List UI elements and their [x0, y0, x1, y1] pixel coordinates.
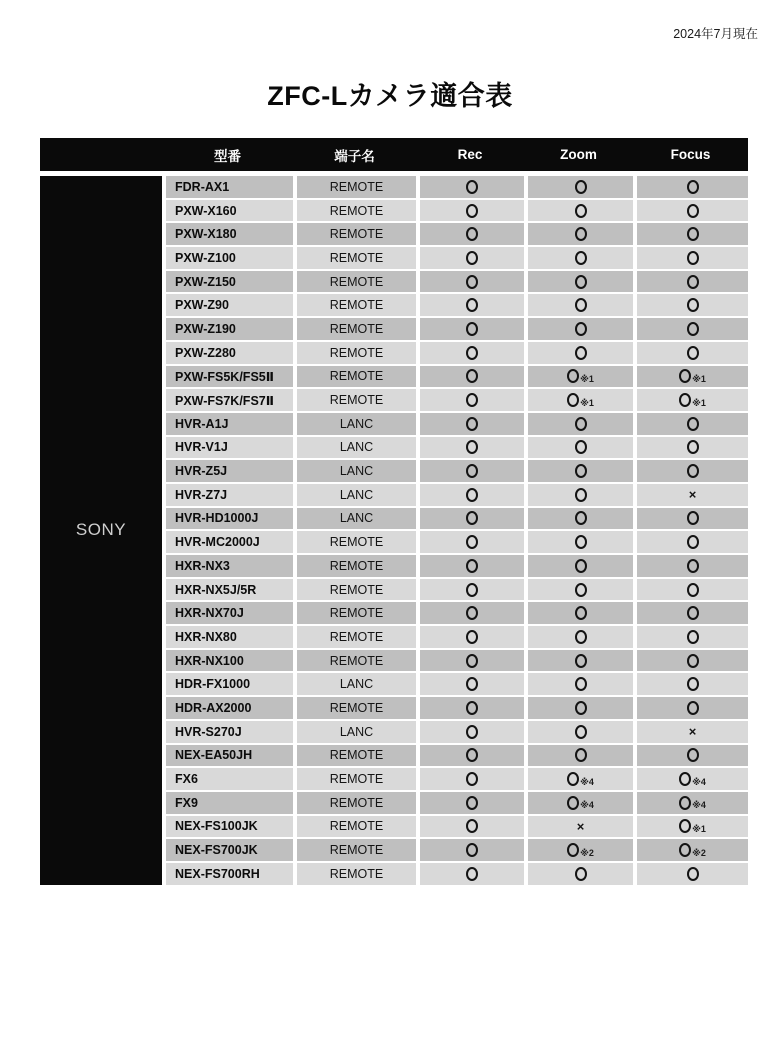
- zoom-mark-cell: [528, 555, 633, 577]
- supported-circle-mark: [687, 227, 699, 241]
- supported-circle-mark: [575, 275, 587, 289]
- zoom-mark-cell: [528, 768, 633, 790]
- not-supported-x-mark: ×: [688, 724, 697, 740]
- rec-mark-cell: [420, 318, 524, 340]
- rec-mark-cell: [420, 839, 524, 861]
- header-zoom: Zoom: [560, 147, 597, 162]
- supported-circle-mark: [575, 322, 587, 336]
- supported-circle-mark: [687, 606, 699, 620]
- terminal-cell: REMOTE: [297, 366, 416, 388]
- supported-circle-mark: [466, 725, 478, 739]
- zoom-mark-cell: [528, 508, 633, 530]
- header-focus: Focus: [670, 147, 711, 162]
- model-cell: HVR-Z5J: [166, 460, 293, 482]
- terminal-cell: REMOTE: [297, 697, 416, 719]
- focus-mark-cell: [637, 318, 748, 340]
- supported-circle-mark: [466, 748, 478, 762]
- rec-mark-cell: [420, 247, 524, 269]
- zoom-mark-cell: [528, 531, 633, 553]
- rec-mark-cell: [420, 366, 524, 388]
- zoom-mark-cell: [528, 366, 633, 388]
- footnote-reference: ※2: [692, 847, 706, 858]
- zoom-mark-cell: [528, 626, 633, 648]
- rec-mark-cell: [420, 626, 524, 648]
- supported-circle-mark: [687, 298, 699, 312]
- supported-circle-mark: [575, 417, 587, 431]
- focus-mark-cell: [637, 342, 748, 364]
- supported-circle-mark: [687, 417, 699, 431]
- supported-circle-mark: [466, 630, 478, 644]
- supported-circle-mark: [687, 535, 699, 549]
- zoom-mark-cell: [528, 579, 633, 601]
- footnote-reference: ※4: [580, 776, 594, 787]
- model-cell: HVR-S270J: [166, 721, 293, 743]
- rec-mark-cell: [420, 271, 524, 293]
- focus-mark-cell: [637, 223, 748, 245]
- model-cell: PXW-Z280: [166, 342, 293, 364]
- supported-circle-mark: [466, 488, 478, 502]
- supported-circle-mark: [687, 677, 699, 691]
- supported-circle-mark: [687, 440, 699, 454]
- supported-circle-mark: [466, 227, 478, 241]
- supported-circle-mark: [575, 559, 587, 573]
- supported-circle-mark: [575, 867, 587, 881]
- supported-circle-mark: [466, 559, 478, 573]
- rec-mark-cell: [420, 602, 524, 624]
- footnote-reference: ※1: [580, 373, 594, 384]
- supported-circle-mark: [466, 204, 478, 218]
- terminal-cell: REMOTE: [297, 650, 416, 672]
- model-cell: NEX-EA50JH: [166, 745, 293, 767]
- zoom-mark-cell: [528, 342, 633, 364]
- model-cell: HXR-NX3: [166, 555, 293, 577]
- model-cell: HDR-AX2000: [166, 697, 293, 719]
- model-cell: PXW-Z90: [166, 294, 293, 316]
- supported-circle-mark: [575, 346, 587, 360]
- zoom-mark-cell: [528, 389, 633, 411]
- header-model: 型番: [214, 148, 241, 164]
- focus-mark-cell: [637, 247, 748, 269]
- model-cell: FDR-AX1: [166, 176, 293, 198]
- focus-mark-cell: [637, 650, 748, 672]
- supported-circle-mark: [466, 417, 478, 431]
- terminal-cell: REMOTE: [297, 792, 416, 814]
- supported-circle-mark: [575, 440, 587, 454]
- rec-mark-cell: [420, 579, 524, 601]
- focus-mark-cell: [637, 863, 748, 885]
- zoom-mark-cell: [528, 176, 633, 198]
- supported-circle-mark: [679, 819, 691, 833]
- date-note: 2024年7月現在: [673, 27, 758, 41]
- header-rec: Rec: [457, 147, 483, 162]
- focus-mark-cell: [637, 176, 748, 198]
- supported-circle-mark: [575, 606, 587, 620]
- zoom-mark-cell: [528, 816, 633, 838]
- terminal-cell: REMOTE: [297, 745, 416, 767]
- terminal-cell: LANC: [297, 508, 416, 530]
- terminal-cell: REMOTE: [297, 223, 416, 245]
- supported-circle-mark: [466, 251, 478, 265]
- rec-mark-cell: [420, 342, 524, 364]
- terminal-cell: REMOTE: [297, 294, 416, 316]
- terminal-cell: REMOTE: [297, 863, 416, 885]
- footnote-reference: ※4: [692, 800, 706, 811]
- terminal-cell: REMOTE: [297, 626, 416, 648]
- zoom-mark-cell: [528, 721, 633, 743]
- model-cell: HVR-A1J: [166, 413, 293, 435]
- supported-circle-mark: [567, 796, 579, 810]
- footnote-reference: ※1: [692, 373, 706, 384]
- supported-circle-mark: [687, 654, 699, 668]
- rec-mark-cell: [420, 508, 524, 530]
- rec-mark-cell: [420, 555, 524, 577]
- rec-mark-cell: [420, 294, 524, 316]
- terminal-cell: LANC: [297, 673, 416, 695]
- supported-circle-mark: [567, 393, 579, 407]
- rec-mark-cell: [420, 792, 524, 814]
- supported-circle-mark: [679, 843, 691, 857]
- terminal-cell: LANC: [297, 484, 416, 506]
- model-cell: HVR-MC2000J: [166, 531, 293, 553]
- rec-mark-cell: [420, 531, 524, 553]
- rec-mark-cell: [420, 745, 524, 767]
- compatibility-table: [40, 138, 748, 885]
- supported-circle-mark: [679, 796, 691, 810]
- focus-mark-cell: [637, 294, 748, 316]
- focus-mark-cell: [637, 437, 748, 459]
- focus-mark-cell: [637, 508, 748, 530]
- model-cell: HXR-NX5J/5R: [166, 579, 293, 601]
- zoom-mark-cell: [528, 294, 633, 316]
- footnote-reference: ※4: [580, 800, 594, 811]
- rec-mark-cell: [420, 460, 524, 482]
- table-body: [40, 176, 748, 885]
- focus-mark-cell: [637, 460, 748, 482]
- rec-mark-cell: [420, 413, 524, 435]
- supported-circle-mark: [466, 606, 478, 620]
- focus-mark-cell: [637, 839, 748, 861]
- model-cell: FX9: [166, 792, 293, 814]
- not-supported-x-mark: ×: [688, 487, 697, 503]
- zoom-mark-cell: [528, 223, 633, 245]
- page-title: ZFC-Lカメラ適合表: [267, 81, 513, 111]
- brand-cell: SONY: [40, 176, 162, 885]
- terminal-cell: REMOTE: [297, 389, 416, 411]
- focus-mark-cell: [637, 697, 748, 719]
- supported-circle-mark: [466, 843, 478, 857]
- supported-circle-mark: [466, 322, 478, 336]
- supported-circle-mark: [687, 630, 699, 644]
- rec-mark-cell: [420, 816, 524, 838]
- supported-circle-mark: [466, 511, 478, 525]
- focus-mark-cell: [637, 626, 748, 648]
- rec-mark-cell: [420, 673, 524, 695]
- terminal-cell: REMOTE: [297, 342, 416, 364]
- supported-circle-mark: [466, 796, 478, 810]
- zoom-mark-cell: [528, 460, 633, 482]
- not-supported-x-mark: ×: [576, 818, 585, 834]
- focus-mark-cell: [637, 271, 748, 293]
- supported-circle-mark: [567, 772, 579, 786]
- supported-circle-mark: [679, 369, 691, 383]
- focus-mark-cell: [637, 366, 748, 388]
- supported-circle-mark: [567, 843, 579, 857]
- zoom-mark-cell: [528, 200, 633, 222]
- supported-circle-mark: [466, 583, 478, 597]
- zoom-mark-cell: [528, 673, 633, 695]
- model-cell: HXR-NX100: [166, 650, 293, 672]
- supported-circle-mark: [466, 369, 478, 383]
- model-cell: PXW-X180: [166, 223, 293, 245]
- zoom-mark-cell: [528, 484, 633, 506]
- focus-mark-cell: [637, 792, 748, 814]
- supported-circle-mark: [687, 748, 699, 762]
- supported-circle-mark: [575, 748, 587, 762]
- supported-circle-mark: [466, 819, 478, 833]
- model-cell: HXR-NX80: [166, 626, 293, 648]
- model-cell: HDR-FX1000: [166, 673, 293, 695]
- supported-circle-mark: [687, 251, 699, 265]
- focus-mark-cell: [637, 816, 748, 838]
- header-terminal: 端子名: [334, 148, 375, 164]
- focus-mark-cell: [637, 721, 748, 743]
- model-cell: PXW-Z100: [166, 247, 293, 269]
- supported-circle-mark: [466, 772, 478, 786]
- model-cell: HVR-V1J: [166, 437, 293, 459]
- supported-circle-mark: [679, 772, 691, 786]
- zoom-mark-cell: [528, 437, 633, 459]
- terminal-cell: REMOTE: [297, 839, 416, 861]
- supported-circle-mark: [575, 488, 587, 502]
- supported-circle-mark: [466, 393, 478, 407]
- supported-circle-mark: [567, 369, 579, 383]
- model-cell: PXW-Z150: [166, 271, 293, 293]
- supported-circle-mark: [687, 346, 699, 360]
- focus-mark-cell: [637, 602, 748, 624]
- table-header-row: [40, 138, 748, 171]
- supported-circle-mark: [575, 654, 587, 668]
- terminal-cell: REMOTE: [297, 531, 416, 553]
- footnote-reference: ※1: [580, 397, 594, 408]
- model-cell: NEX-FS100JK: [166, 816, 293, 838]
- supported-circle-mark: [466, 464, 478, 478]
- footnote-reference: ※2: [580, 847, 594, 858]
- zoom-mark-cell: [528, 697, 633, 719]
- model-cell: NEX-FS700RH: [166, 863, 293, 885]
- zoom-mark-cell: [528, 318, 633, 340]
- rec-mark-cell: [420, 176, 524, 198]
- supported-circle-mark: [687, 867, 699, 881]
- supported-circle-mark: [575, 535, 587, 549]
- model-cell: HVR-Z7J: [166, 484, 293, 506]
- zoom-mark-cell: [528, 792, 633, 814]
- zoom-mark-cell: [528, 247, 633, 269]
- supported-circle-mark: [575, 204, 587, 218]
- terminal-cell: LANC: [297, 460, 416, 482]
- footnote-reference: ※4: [692, 776, 706, 787]
- supported-circle-mark: [575, 298, 587, 312]
- rec-mark-cell: [420, 223, 524, 245]
- supported-circle-mark: [466, 677, 478, 691]
- rec-mark-cell: [420, 697, 524, 719]
- focus-mark-cell: [637, 200, 748, 222]
- supported-circle-mark: [575, 227, 587, 241]
- focus-mark-cell: [637, 673, 748, 695]
- rec-mark-cell: [420, 863, 524, 885]
- supported-circle-mark: [687, 464, 699, 478]
- terminal-cell: LANC: [297, 721, 416, 743]
- supported-circle-mark: [687, 322, 699, 336]
- model-cell: HVR-HD1000J: [166, 508, 293, 530]
- supported-circle-mark: [687, 275, 699, 289]
- focus-mark-cell: [637, 745, 748, 767]
- rec-mark-cell: [420, 389, 524, 411]
- terminal-cell: REMOTE: [297, 816, 416, 838]
- supported-circle-mark: [687, 204, 699, 218]
- footnote-reference: ※1: [692, 397, 706, 408]
- supported-circle-mark: [466, 298, 478, 312]
- rec-mark-cell: [420, 437, 524, 459]
- zoom-mark-cell: [528, 271, 633, 293]
- zoom-mark-cell: [528, 650, 633, 672]
- supported-circle-mark: [687, 701, 699, 715]
- focus-mark-cell: [637, 531, 748, 553]
- supported-circle-mark: [466, 275, 478, 289]
- supported-circle-mark: [575, 180, 587, 194]
- zoom-mark-cell: [528, 602, 633, 624]
- rec-mark-cell: [420, 200, 524, 222]
- supported-circle-mark: [575, 701, 587, 715]
- terminal-cell: REMOTE: [297, 602, 416, 624]
- terminal-cell: LANC: [297, 413, 416, 435]
- focus-mark-cell: [637, 768, 748, 790]
- model-cell: HXR-NX70J: [166, 602, 293, 624]
- model-cell: PXW-FS7K/FS7Ⅱ: [166, 389, 293, 411]
- supported-circle-mark: [575, 583, 587, 597]
- model-cell: NEX-FS700JK: [166, 839, 293, 861]
- rec-mark-cell: [420, 650, 524, 672]
- supported-circle-mark: [575, 464, 587, 478]
- supported-circle-mark: [575, 630, 587, 644]
- supported-circle-mark: [466, 180, 478, 194]
- terminal-cell: REMOTE: [297, 579, 416, 601]
- focus-mark-cell: [637, 484, 748, 506]
- focus-mark-cell: [637, 413, 748, 435]
- terminal-cell: REMOTE: [297, 247, 416, 269]
- supported-circle-mark: [466, 346, 478, 360]
- terminal-cell: REMOTE: [297, 768, 416, 790]
- model-cell: FX6: [166, 768, 293, 790]
- footnote-reference: ※1: [692, 823, 706, 834]
- terminal-cell: LANC: [297, 437, 416, 459]
- supported-circle-mark: [687, 511, 699, 525]
- terminal-cell: REMOTE: [297, 176, 416, 198]
- terminal-cell: REMOTE: [297, 271, 416, 293]
- zoom-mark-cell: [528, 863, 633, 885]
- supported-circle-mark: [466, 701, 478, 715]
- supported-circle-mark: [575, 677, 587, 691]
- model-cell: PXW-FS5K/FS5Ⅱ: [166, 366, 293, 388]
- supported-circle-mark: [466, 654, 478, 668]
- focus-mark-cell: [637, 579, 748, 601]
- zoom-mark-cell: [528, 839, 633, 861]
- supported-circle-mark: [466, 867, 478, 881]
- zoom-mark-cell: [528, 413, 633, 435]
- supported-circle-mark: [679, 393, 691, 407]
- supported-circle-mark: [466, 440, 478, 454]
- focus-mark-cell: [637, 555, 748, 577]
- supported-circle-mark: [575, 251, 587, 265]
- rec-mark-cell: [420, 768, 524, 790]
- supported-circle-mark: [687, 559, 699, 573]
- rec-mark-cell: [420, 721, 524, 743]
- terminal-cell: REMOTE: [297, 318, 416, 340]
- model-cell: PXW-X160: [166, 200, 293, 222]
- terminal-cell: REMOTE: [297, 555, 416, 577]
- rec-mark-cell: [420, 484, 524, 506]
- supported-circle-mark: [575, 511, 587, 525]
- supported-circle-mark: [575, 725, 587, 739]
- model-cell: PXW-Z190: [166, 318, 293, 340]
- supported-circle-mark: [687, 180, 699, 194]
- supported-circle-mark: [687, 583, 699, 597]
- focus-mark-cell: [637, 389, 748, 411]
- zoom-mark-cell: [528, 745, 633, 767]
- supported-circle-mark: [466, 535, 478, 549]
- terminal-cell: REMOTE: [297, 200, 416, 222]
